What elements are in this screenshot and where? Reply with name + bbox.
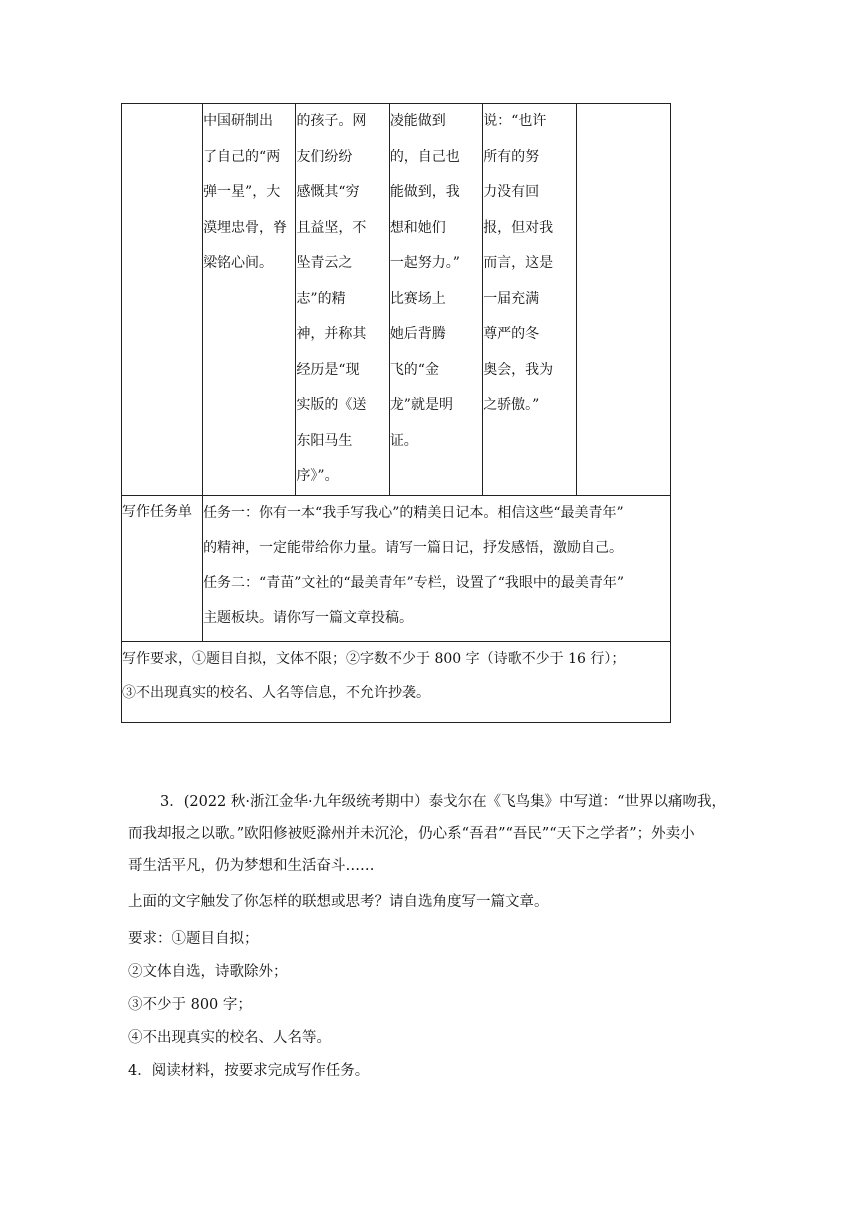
question-3-line: 而我却报之以歌。”欧阳修被贬滁州并未沉沦，仍心系“吾君”“吾民”“天下之学者”；外卖小 [128,826,695,842]
cell-line: 一起努力。” [389,255,460,271]
question-3-stem [128,786,748,882]
table-row-task [122,495,671,641]
question-3-line: 哥生活平凡，仍为梦想和生活奋斗…… [128,858,375,874]
table-row-requirements [122,641,671,722]
table-cell-col2 [203,104,296,496]
cell-line: 实版的《送 [296,397,367,413]
cell-line: 了自己的“两 [203,148,281,165]
cell-line: 弹一星”，大 [203,184,281,200]
table-cell-col4 [389,104,482,496]
cell-line: 龙”就是明 [389,397,453,413]
task-label-cell [122,495,203,641]
question-3-line: 3．(2022 秋·浙江金华·九年级统考期中）泰戈尔在《飞鸟集》中写道：“世界以痛吻我， [160,794,727,810]
question-3-requirement: 要求：①题目自拟； [128,931,259,947]
cell-line: 比赛场上 [389,290,446,307]
task-label: 写作任务单 [122,503,192,520]
requirements-cell [122,641,671,722]
requirement-line: ③不出现真实的校名、人名等信息，不允许抄袭。 [122,684,430,701]
cell-line: 感慨其“穷 [296,184,360,200]
cell-line: 之骄傲。” [483,397,540,413]
cell-line: 奥会，我为 [483,361,554,378]
cell-line: 尊严的冬 [483,326,540,342]
cell-line: 说：“也许 [483,113,547,129]
cell-line: 证。 [389,432,418,449]
cell-line: 飞的“金 [389,361,439,378]
task-line: 主题板块。请你写一篇文章投稿。 [203,609,414,626]
cell-line: 所有的努 [483,148,540,165]
table-cell-empty-left [122,104,203,496]
cell-line: 她后背腾 [389,326,446,342]
cell-line: 漠埋忠骨，脊 [203,219,288,236]
cell-line: 报，但对我 [483,219,554,236]
question-3-requirement: ②文体自选，诗歌除外； [128,964,288,980]
cell-line: 神，并称其 [296,326,367,342]
cell-line: 中国研制出 [203,113,274,129]
cell-line: 想和她们 [389,219,446,236]
cell-line: 的，自己也 [389,148,460,165]
writing-task-table [121,103,671,723]
cell-line: 东阳马生 [296,432,353,449]
task-line: 的精神，一定能带给你力量。请写一篇日记，抒发感悟，激励自己。 [203,539,624,556]
question-3-requirement: ④不出现真实的校名、人名等。 [128,1030,331,1046]
cell-line: 梁铭心间。 [203,255,274,271]
question-4-stem: 4．阅读材料，按要求完成写作任务。 [128,1063,370,1079]
task-line: 任务一：你有一本“我手写我心”的精美日记本。相信这些“最美青年” [203,504,624,521]
cell-line: 的孩子。网 [296,113,367,129]
table-row-top [122,104,671,496]
cell-line: 序》”。 [296,468,339,484]
task-content-cell [203,495,671,641]
cell-line: 经历是“现 [296,361,360,378]
cell-line: 能做到，我 [389,184,460,200]
cell-line: 志”的精 [296,290,346,307]
table-cell-col3 [296,104,389,496]
cell-line: 坠青云之 [296,255,353,271]
cell-line: 而言，这是 [483,255,554,271]
table-cell-empty-right [576,104,670,496]
table-cell-col5 [483,104,576,496]
question-3-prompt: 上面的文字触发了你怎样的联想或思考？请自选角度写一篇文章。 [128,894,549,910]
cell-line: 且益坚，不 [296,219,367,236]
task-line: 任务二：“青苗”文社的“最美青年”专栏，设置了“我眼中的最美青年” [203,574,625,591]
cell-line: 力没有回 [483,184,540,200]
cell-line: 友们纷纷 [296,148,353,165]
cell-line: 一届充满 [483,290,540,307]
requirement-line: 写作要求，①题目自拟，文体不限；②字数不少于 800 字（诗歌不少于 16 行）； [122,650,626,667]
cell-line: 凌能做到 [389,113,446,129]
question-3-requirement: ③不少于 800 字； [128,997,252,1013]
